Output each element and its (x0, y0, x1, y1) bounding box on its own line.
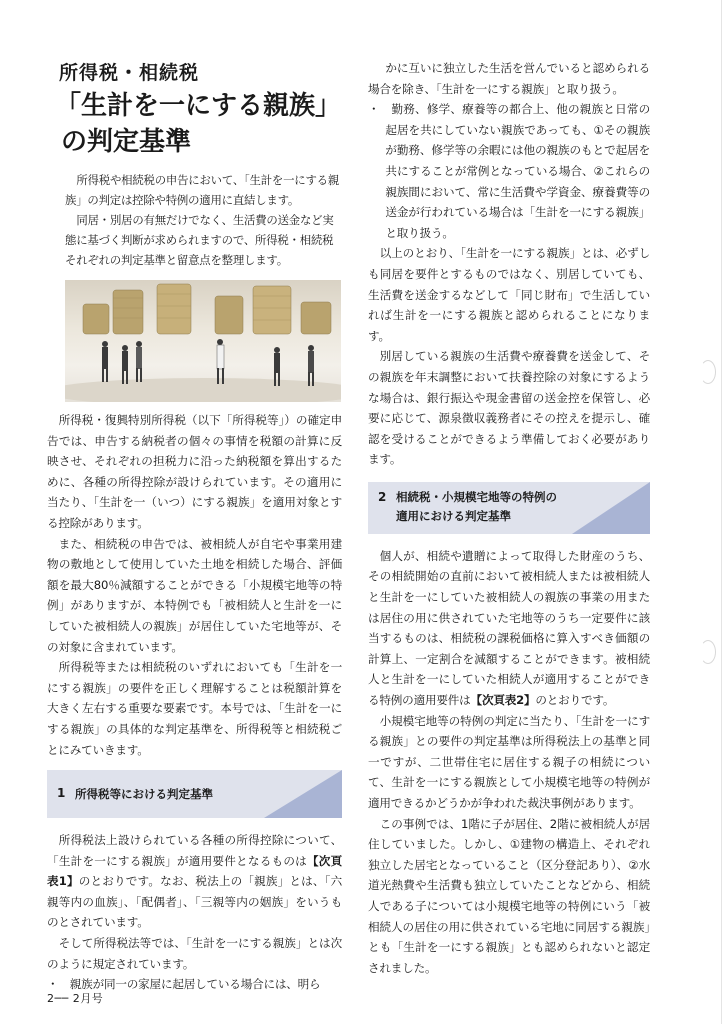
intro-body (47, 410, 342, 760)
title-line-1: 所得税・相続税 (59, 62, 200, 84)
text-run: 所得税法上設けられている各種の所得控除について、「生計を一にする親族」が適用要件となるものは (47, 833, 342, 868)
section-number: 1 (57, 786, 66, 801)
bullet-item: ・ 勤務、修学、療養等の都合上、他の親族と日常の起居を共にしていない親族であっても、①その親族が勤務、修学等の余暇には他の親族のもとで起居を共にすることが常例となっている場合、②これらの親族間において、常に生活費や学資金、療養費等の送金が行われている場合は「生計を一にする親族」と取り扱う。 (368, 102, 650, 240)
coins-and-figures-photo (65, 280, 341, 402)
section-number: 2 (378, 489, 387, 504)
body-paragraph: 所得税等または相続税のいずれにおいても「生計を一にする親族」の要件を正しく理解することは税額計算を大きく左右する重要な要素です。本号では、「生計を一にする親族」の具体的な判定基準を、所得税等と相続税ごとにみていきます。 (47, 660, 342, 757)
body-paragraph: 以上のとおり、「生計を一にする親族」とは、必ずしも同居を要件とするものではなく、別居していても、生活費を送金するなどして「同じ財布」で生活していれば生計を一にする親族と認められることになります。 (368, 246, 650, 343)
heading-triangle (572, 482, 650, 534)
body-paragraph (368, 546, 650, 711)
table-reference: 【次頁表1】 (47, 853, 342, 889)
body-paragraph: 小規模宅地等の特例の判定に当たり、「生計を一にする親族」との要件の判定基準は所得税法上の基準と同一ですが、二世帯住宅に居住する親子の相続について、生計を一にする親族として小規模宅地等の特例が適用できるかどうかが争われた裁決事例があります。 (368, 713, 650, 810)
right-column (368, 58, 650, 978)
text-run: のとおりです。なお、税法上の「親族」とは、「六親等内の血族」、「配偶者」、「三親等内の姻族」をいうものとされています。 (47, 874, 343, 930)
section-title-line-2: 適用における判定基準 (396, 508, 511, 523)
binder-hole (700, 640, 716, 664)
lead-paragraph: 所得税や相続税の申告において、「生計を一にする親族」の判定は控除や特例の適用に直結します。 (65, 173, 340, 207)
lead-paragraph: 同居・別居の有無だけでなく、生活費の送金など実態に基づく判断が求められますので、所得税・相続税それぞれの判定基準と留意点を整理します。 (65, 213, 334, 267)
bullet-item: ・ 親族が同一の家屋に起居している場合には、明ら (47, 977, 321, 992)
heading-triangle (264, 770, 342, 818)
body-paragraph: この事例では、1階に子が居住、2階に被相続人が居住していました。しかし、①建物の構造上、それぞれ独立した居宅となっていること（区分登記あり）、②水道光熱費や生活費も独立していたことなどから、相続人である子については小規模宅地等の特例にいう「被相続人の居住の用に供されている宅地に同居する親族」とも「生計を一にする親族」とも認められないと認定されました。 (368, 816, 650, 975)
body-paragraph: また、相続税の申告では、被相続人が自宅や事業用建物の敷地として使用していた土地を相続した場合、評価額を最大80％減額することができる「小規模宅地等の特例」がありますが、本特例でも「被相続人と生計を一にしていた被相続人の親族」が居住していた宅地等が、その対象に含まれています。 (47, 536, 342, 654)
body-paragraph: 別居している親族の生活費や療養費を送金して、その親族を年末調整において扶養控除の対象にするような場合は、銀行振込や現金書留の送金控を保管し、必要に応じて、源泉徴収義務者にその控えを提示し、確認を受けることができるよう準備しておく必要があります。 (368, 349, 650, 467)
section-1-heading (47, 770, 342, 818)
body-paragraph (47, 830, 342, 933)
coin-stack-icon (83, 284, 331, 334)
title-line-3: の判定基準 (61, 127, 192, 157)
table-reference: 【次頁表2】 (470, 693, 536, 708)
text-run: のとおりです。 (535, 693, 615, 708)
body-paragraph: 所得税・復興特別所得税（以下「所得税等」）の確定申告では、申告する納税者の個々の事情を税額の計算に反映させ、それぞれの担税力に沿った納税額を算出するために、各種の所得控除が設けられています。その適用に当たり、「生計を一（いつ）にする親族」を適用対象とする控除があります。 (47, 413, 342, 530)
bullet-continued: かに互いに独立した生活を営んでいると認められる場合を除き、「生計を一にする親族」と取り扱う。 (368, 61, 650, 96)
article-title (47, 60, 342, 160)
body-paragraph: そして所得税法等では、「生計を一にする親族」とは次のように規定されています。 (47, 936, 342, 971)
page-edge (721, 0, 722, 1024)
section-title: 所得税等における判定基準 (75, 787, 213, 802)
section-1-body-continued (368, 58, 650, 470)
section-title-line-1: 相続税・小規模宅地等の特例の (396, 489, 557, 504)
binder-hole (700, 360, 716, 384)
page-footer: 2── 2月号 (47, 992, 104, 1005)
section-2-body (368, 546, 650, 978)
lead-text (65, 170, 341, 270)
left-column (47, 60, 342, 994)
text-run: 個人が、相続や遺贈によって取得した財産のうち、その相続開始の直前において被相続人または被相続人と生計を一にしていた被相続人の親族の事業の用または居住の用に供されていた宅地等のうち一定要件に該当するものは、相続税の課税価格に算入すべき価額の計算上、一定割合を減額することができます。被相続人と生計を一にしていた相続人が適用することができる特例の適用要件は (368, 548, 650, 708)
title-line-2: 「生計を一にする親族」 (55, 91, 342, 121)
photo-illustration (65, 280, 341, 402)
section-2-heading (368, 482, 650, 534)
section-1-body (47, 830, 342, 994)
